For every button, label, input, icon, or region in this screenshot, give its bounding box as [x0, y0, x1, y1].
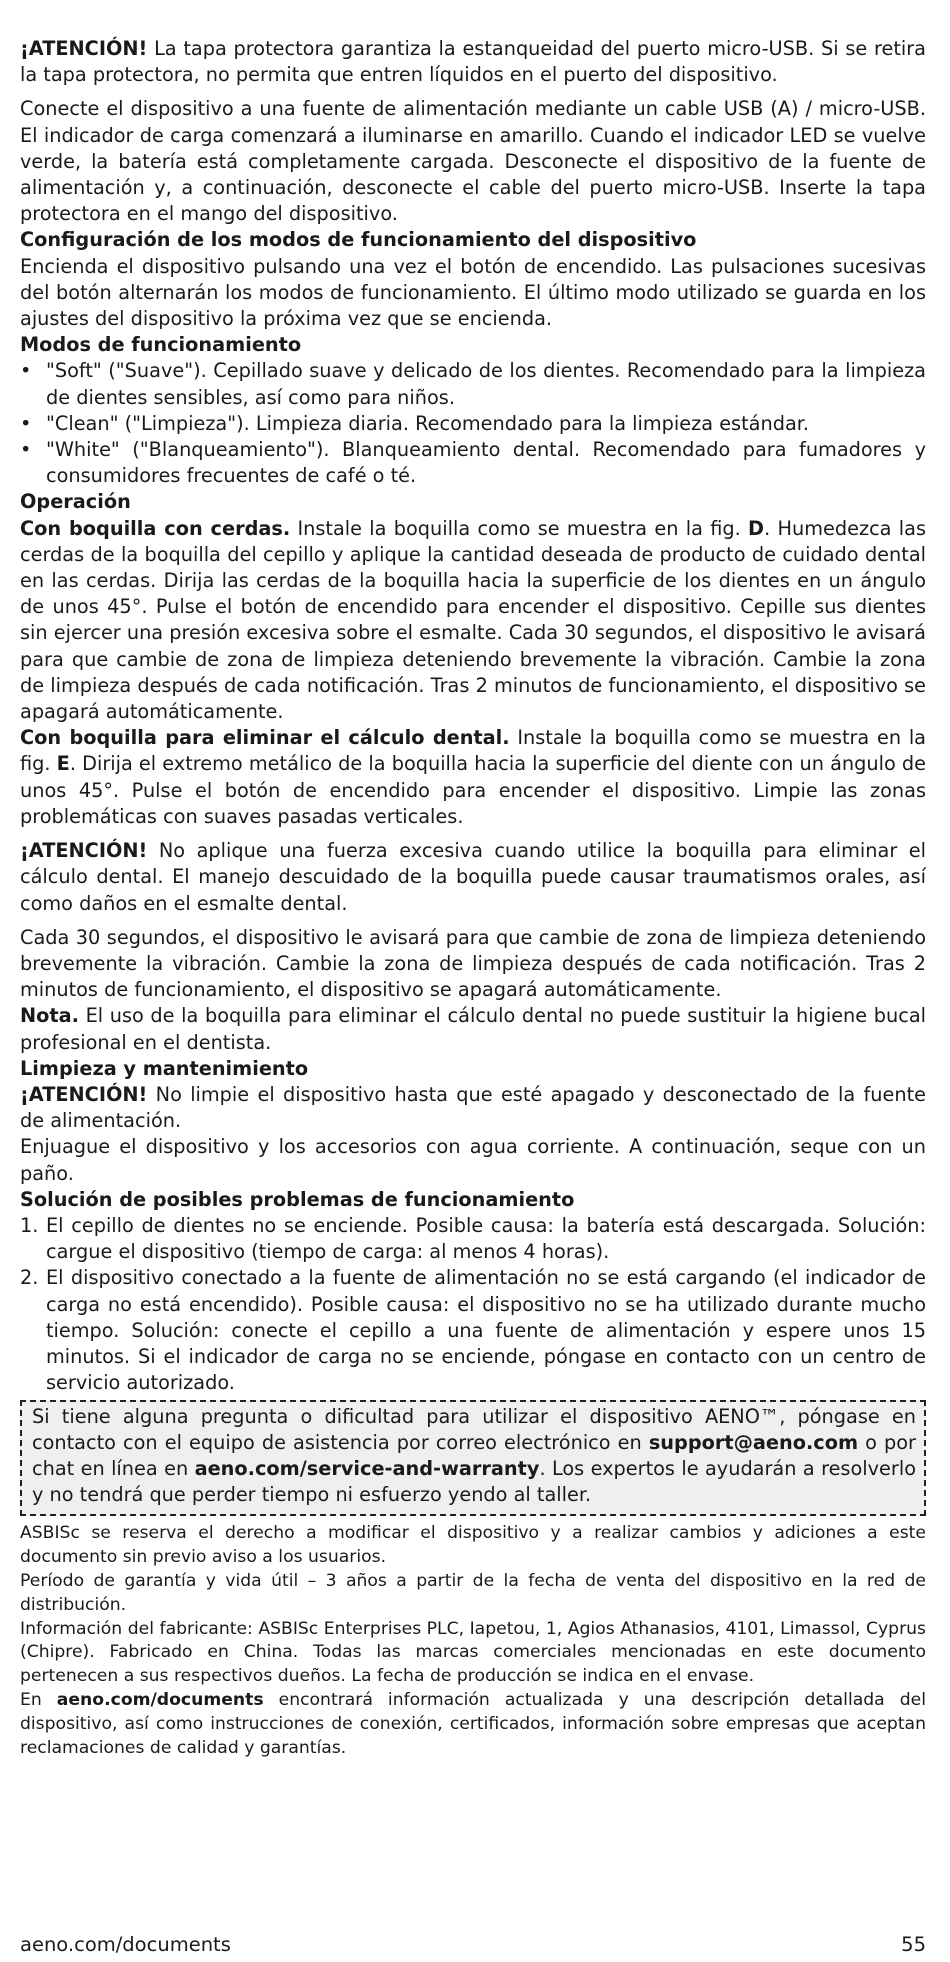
bullet-icon: •	[20, 411, 32, 435]
charging-paragraph: Conecte el dispositivo a una fuente de alimentación mediante un cable USB (A) / micro-USB. El indicador de carga comenzará a iluminarse en amarillo. Cuando el indicador LED se vuelve verde, la batería está completamente cargada. Desconecte el dispositivo de la fuente de alimentación y, a continuación, desconecte el cable del puerto micro-USB. Inserte la tapa protectora en el mango del dispositivo.	[20, 97, 926, 226]
list-item: • "White" ("Blanqueamiento"). Blanqueamiento dental. Recomendado para fumadores y consumidores frecuentes de café o té.	[20, 438, 926, 488]
warning-label: ¡ATENCIÓN!	[20, 37, 148, 60]
list-item: • "Clean" ("Limpieza"). Limpieza diaria. Recomendado para la limpieza estándar.	[20, 411, 926, 437]
warning-label: ¡ATENCIÓN!	[20, 839, 148, 863]
maintenance-paragraph: Enjuague el dispositivo y los accesorios con agua corriente. A continuación, seque con un paño.	[20, 1135, 926, 1185]
config-heading: Configuración de los modos de funcionamiento del dispositivo	[20, 228, 697, 252]
tartar-warning: ¡ATENCIÓN! No aplique una fuerza excesiva cuando utilice la boquilla para eliminar el cálculo dental. El manejo descuidado de la boquilla puede causar traumatismos orales, así como daños en el esmalte dental.	[20, 839, 926, 915]
bullet-icon: •	[20, 359, 32, 383]
operation-heading: Operación	[20, 490, 131, 514]
footer-url: aeno.com/documents	[20, 1933, 231, 1956]
modes-list	[20, 358, 926, 489]
list-item: 1. El cepillo de dientes no se enciende. Posible causa: la batería está descargada. Solución: cargue el dispositivo (tiempo de carga: al menos 4 horas).	[20, 1213, 926, 1264]
service-url: aeno.com/service-and-warranty	[194, 1457, 540, 1481]
figure-ref: D	[748, 516, 765, 540]
page-number: 55	[901, 1933, 926, 1956]
note-paragraph: Nota. El uso de la boquilla para eliminar el cálculo dental no puede sustituir la higiene bucal profesional en el dentista.	[20, 1004, 926, 1054]
support-paragraph: Si tiene alguna pregunta o dificultad para utilizar el dispositivo AENO™, póngase en contacto con el equipo de asistencia por correo electrónico en support@aeno.com o por chat en línea en aeno.com/service-and-warranty. Los expertos le ayudarán a resolverlo y no tendrá que perder tiempo ni esfuerzo yendo al taller.	[32, 1405, 916, 1507]
support-box	[20, 1400, 926, 1516]
documents-paragraph: En aeno.com/documents encontrará información actualizada y una descripción detallada del dispositivo, así como instrucciones de conexión, certificados, información sobre empresas que aceptan reclamaciones de calidad y garantías.	[20, 1689, 926, 1758]
warranty-paragraph: Período de garantía y vida útil – 3 años a partir de la fecha de venta del dispositivo en la red de distribución.	[20, 1570, 926, 1615]
warning-label: ¡ATENCIÓN!	[20, 1082, 148, 1106]
maintenance-heading: Limpieza y mantenimiento	[20, 1056, 309, 1080]
rights-paragraph: ASBISc se reserva el derecho a modificar el dispositivo y a realizar cambios y adiciones a este documento sin previo aviso a los usuarios.	[20, 1523, 926, 1568]
config-paragraph: Encienda el dispositivo pulsando una vez el botón de encendido. Las pulsaciones sucesivas del botón alternarán los modos de funcionamiento. El último modo utilizado se guarda en los ajustes del dispositivo la próxima vez que se encienda.	[20, 254, 926, 331]
interval-paragraph: Cada 30 segundos, el dispositivo le avisará para que cambie de zona de limpieza deteniendo brevemente la vibración. Cambie la zona de limpieza después de cada notificación. Tras 2 minutos de funcionamiento, el dispositivo se apagará automáticamente.	[20, 925, 926, 1002]
list-item: 2. El dispositivo conectado a la fuente de alimentación no se está cargando (el indicador de carga no está encendido). Posible causa: el dispositivo no se ha utilizado durante mucho tiempo. Solución: conecte el cepillo a una fuente de alimentación y espere unos 15 minutos. Si el indicador de carga no se enciende, póngase en contacto con un centro de servicio autorizado.	[20, 1266, 926, 1395]
intro-warning: ¡ATENCIÓN! La tapa protectora garantiza la estanqueidad del puerto micro-USB. Si se retira la tapa protectora, no permita que entren líquidos en el puerto del dispositivo.	[20, 37, 926, 87]
troubleshooting-heading: Solución de posibles problemas de funcionamiento	[20, 1187, 575, 1211]
bullet-icon: •	[20, 438, 32, 462]
documents-link: aeno.com/documents	[56, 1689, 264, 1710]
support-email: support@aeno.com	[648, 1431, 859, 1455]
list-item: • "Soft" ("Suave"). Cepillado suave y delicado de los dientes. Recomendado para la limpieza de dientes sensibles, así como para niños.	[20, 359, 926, 409]
manufacturer-paragraph: Información del fabricante: ASBISc Enterprises PLC, Iapetou, 1, Agios Athanasios, 4101, Limassol, Cyprus (Chipre). Fabricado en China. Todas las marcas comerciales mencionadas en este documento pertenecen a sus respectivos dueños. La fecha de producción se indica en el envase.	[20, 1618, 926, 1687]
figure-ref: E	[56, 752, 70, 776]
page-footer	[20, 1933, 926, 1956]
bristles-paragraph: Con boquilla con cerdas. Instale la boquilla como se muestra en la fig. D. Humedezca las cerdas de la boquilla del cepillo y aplique la cantidad deseada de producto de cuidado dental en las cerdas. Dirija las cerdas de la boquilla hacia la superficie de los dientes en un ángulo de unos 45°. Pulse el botón de encendido para encender el dispositivo. Cepille sus dientes sin ejercer una presión excesiva sobre el esmalte. Cada 30 segundos, el dispositivo le avisará para que cambie de zona de limpieza deteniendo brevemente la vibración. Cambie la zona de limpieza después de cada notificación. Tras 2 minutos de funcionamiento, el dispositivo se apagará automáticamente.	[20, 516, 926, 724]
maintenance-warning: ¡ATENCIÓN! No limpie el dispositivo hasta que esté apagado y desconectado de la fuente de alimentación.	[20, 1082, 926, 1133]
modes-heading: Modos de funcionamiento	[20, 333, 302, 357]
tartar-paragraph: Con boquilla para eliminar el cálculo dental. Instale la boquilla como se muestra en la fig. E. Dirija el extremo metálico de la boquilla hacia la superficie del diente con un ángulo de unos 45°. Pulse el botón de encendido para encender el dispositivo. Limpie las zonas problemáticas con suaves pasadas verticales.	[20, 726, 926, 828]
legal-section	[20, 1522, 926, 1760]
troubleshooting-list	[20, 1213, 926, 1396]
manual-page	[20, 36, 926, 1760]
